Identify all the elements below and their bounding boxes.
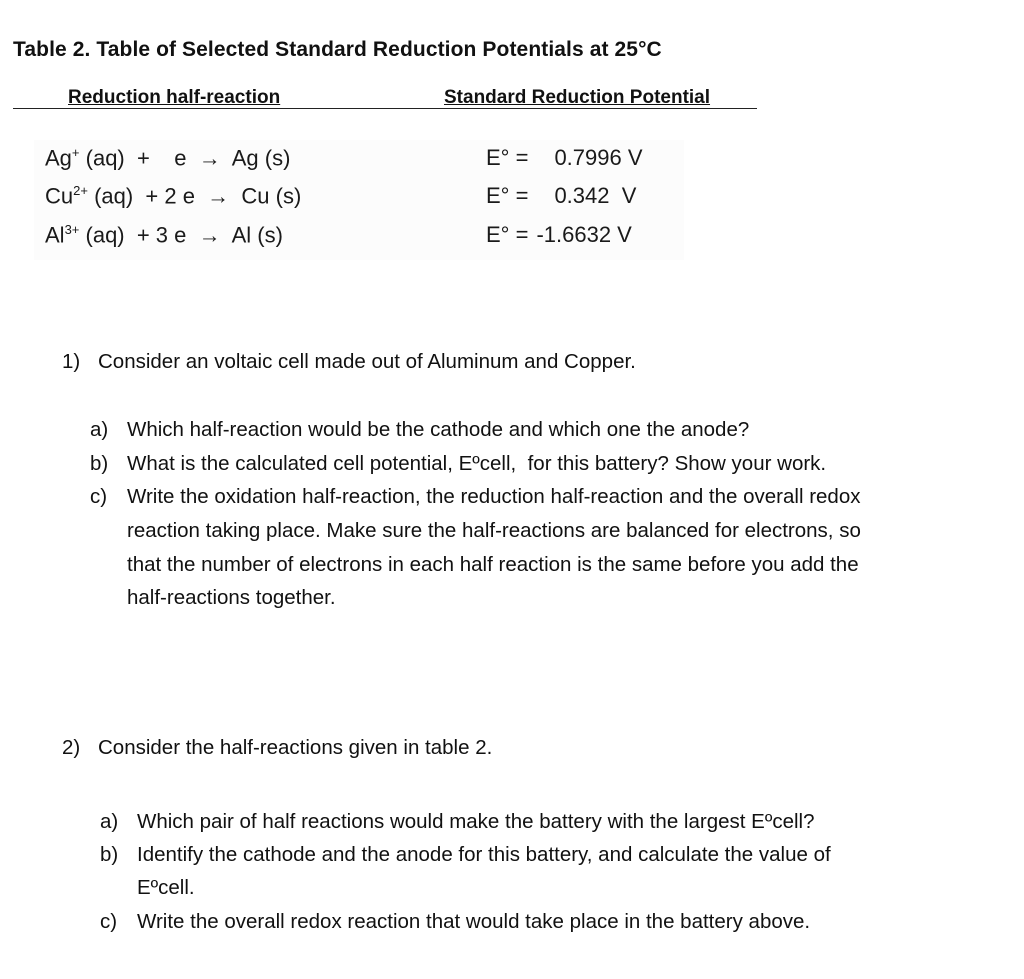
- reaction-charge: +: [71, 145, 80, 160]
- part-text-line: half-reactions together.: [127, 586, 336, 609]
- table-header-rule: [13, 108, 757, 109]
- part-text: Which half-reaction would be the cathode and which one the anode?: [127, 418, 750, 441]
- potential-row-aluminum: [486, 222, 632, 248]
- reaction-charge: 2+: [73, 183, 88, 198]
- part-text-line: Write the oxidation half-reaction, the reduction half-reaction and the overall redox: [127, 485, 861, 508]
- potential-label: E° =: [486, 183, 529, 208]
- potential-value: -1.6632 V: [536, 222, 632, 247]
- part-text-line: reaction taking place. Make sure the half-reactions are balanced for electrons, so: [127, 519, 861, 542]
- potential-value: 0.7996 V: [554, 145, 643, 170]
- potential-label: E° =: [486, 145, 529, 170]
- part-label: a): [90, 418, 109, 441]
- potential-row-silver: [486, 145, 643, 171]
- question-number: 2): [62, 736, 81, 759]
- reaction-ion: Ag: [45, 145, 72, 171]
- potential-label: E° =: [486, 222, 529, 247]
- part-text-line: Identify the cathode and the anode for this battery, and calculate the value of: [137, 843, 831, 866]
- part-text: Which pair of half reactions would make the battery with the largest Eºcell?: [137, 810, 815, 833]
- part-label: b): [100, 843, 119, 866]
- part-text: Write the overall redox reaction that would take place in the battery above.: [137, 910, 811, 933]
- reaction-rest: (aq) + 3 e → Al (s): [79, 222, 283, 248]
- question-number: 1): [62, 350, 81, 373]
- table-title: Table 2. Table of Selected Standard Reduction Potentials at 25°C: [13, 38, 662, 61]
- reaction-rest: (aq) + e → Ag (s): [79, 145, 291, 171]
- part-label: b): [90, 452, 109, 475]
- part-label: a): [100, 810, 119, 833]
- part-text-line: that the number of electrons in each half reaction is the same before you add the: [127, 553, 859, 576]
- part-label: c): [90, 485, 108, 508]
- reaction-row-aluminum: [45, 222, 283, 248]
- reaction-row-copper: [45, 183, 301, 209]
- reaction-ion: Cu: [45, 183, 74, 209]
- column-header-reaction: Reduction half-reaction: [68, 87, 281, 108]
- part-text: What is the calculated cell potential, Eºcell, for this battery? Show your work.: [127, 452, 827, 475]
- reaction-row-silver: [45, 145, 290, 171]
- reaction-charge: 3+: [64, 222, 80, 237]
- part-label: c): [100, 910, 118, 933]
- reaction-rest: (aq) + 2 e → Cu (s): [87, 183, 302, 209]
- reaction-ion: Al: [45, 222, 65, 248]
- question-text: Consider an voltaic cell made out of Aluminum and Copper.: [98, 350, 636, 373]
- column-header-potential: Standard Reduction Potential: [444, 87, 711, 108]
- potential-value: 0.342 V: [554, 183, 637, 208]
- part-text-line: Eºcell.: [137, 876, 195, 899]
- potential-row-copper: [486, 183, 636, 209]
- question-text: Consider the half-reactions given in table 2.: [98, 736, 493, 759]
